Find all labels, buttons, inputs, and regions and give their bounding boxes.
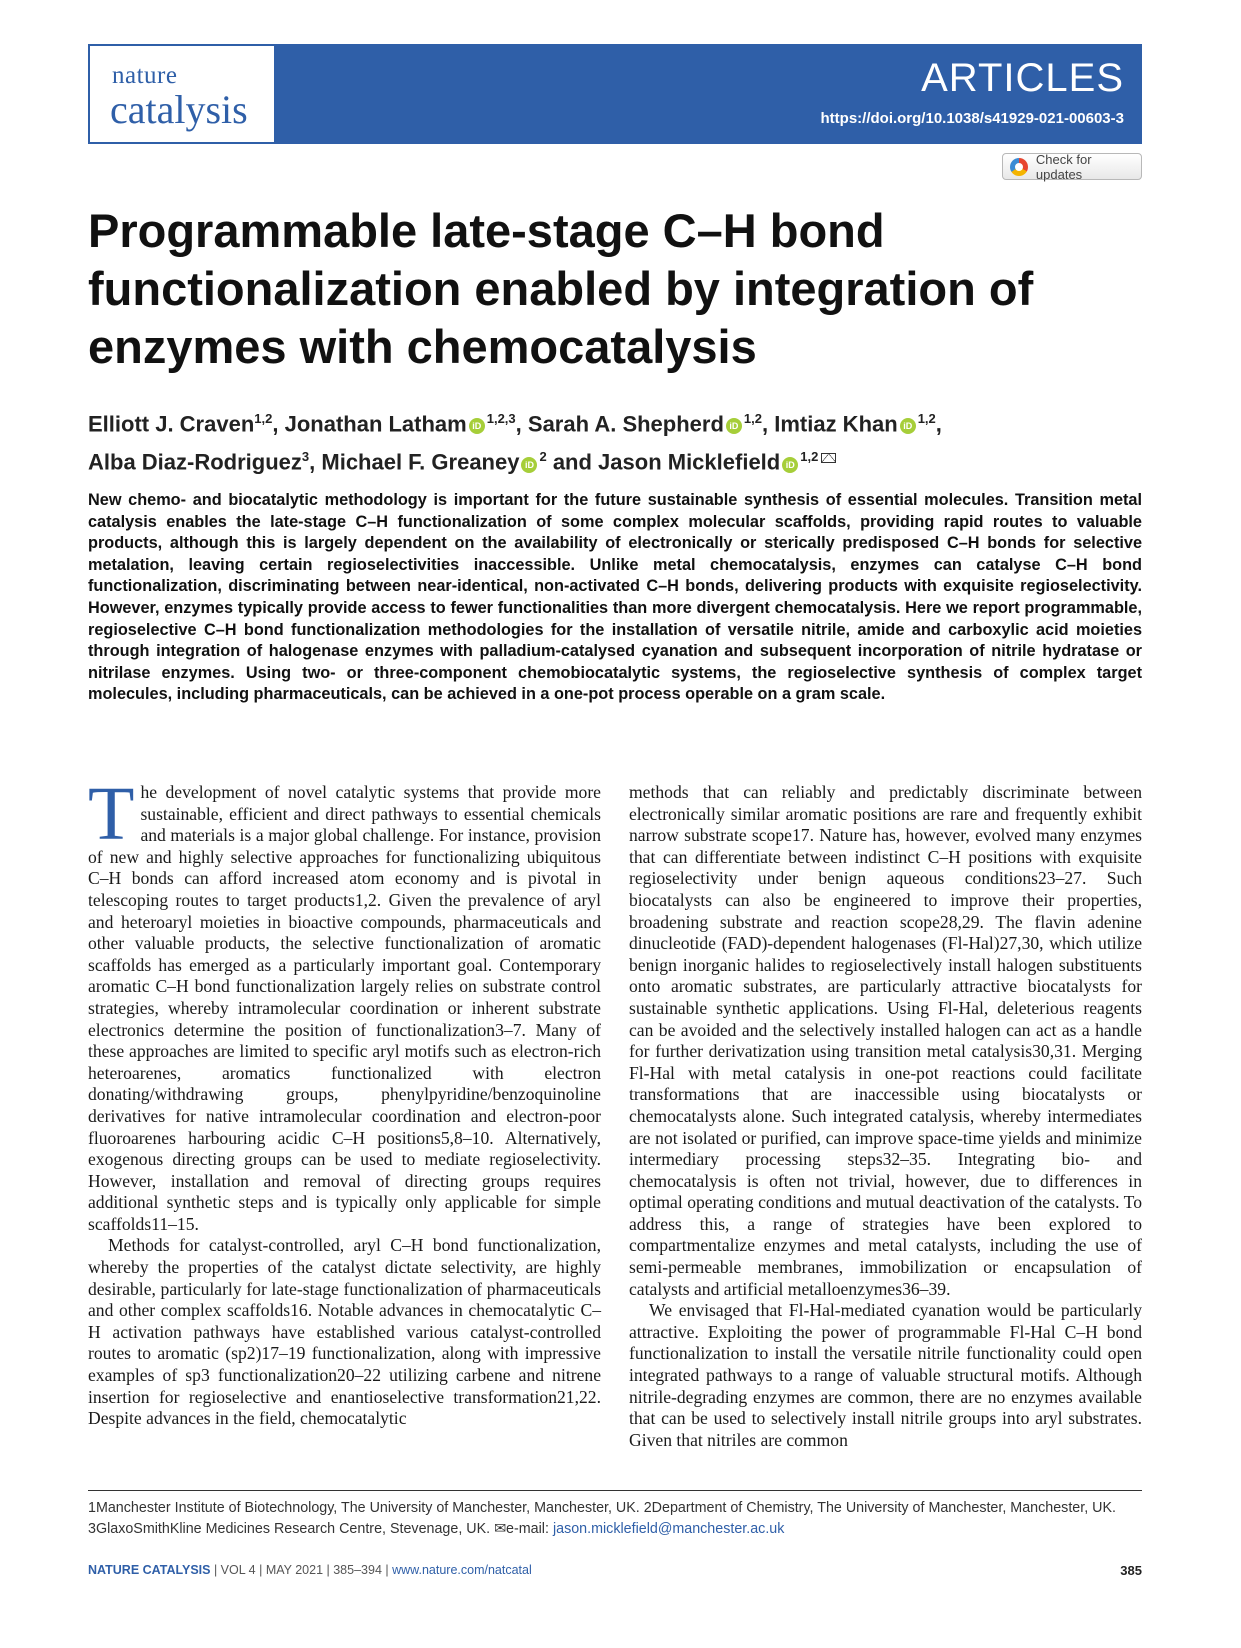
body-column-right (629, 782, 1142, 1450)
body-text: he development of novel catalytic systems that provide more sustainable, efficient and direct pathways to essential chemicals and materials is a major global challenge. For instance, provision of new and highly selective approaches for functionalizing ubiquitous C–H bonds can afford increased atom economy and is pivotal in telescoping routes to target products1,2. Given the prevalence of aryl and heteroaryl moieties in bioactive compounds, pharmaceuticals and other valuable products, the selective functionalization of aromatic scaffolds has emerged as a particularly important goal. Contemporary aromatic C–H bond functionalization largely relies on substrate control strategies, whereby intramolecular coordination or inherent substrate electronics determine the position of functionalization3–7. Many of these approaches are limited to specific aryl motifs such as electron-rich heteroarenes, aromatics functionalized with electron donating/withdrawing groups, phenylpyridine/benzoquinoline derivatives for native intramolecular coordination and electron-poor fluoroarenes harbouring acidic C–H positions5,8–10. Alternatively, exogenous directing groups can be used to mediate regioselectivity. However, installation and removal of directing groups requires additional synthetic steps and is typically only applicable for simple scaffolds11–15. (88, 782, 601, 1234)
email-icon[interactable] (821, 453, 836, 463)
body-paragraph (88, 772, 601, 1235)
footer-divider (88, 1490, 1142, 1491)
author-name: Sarah A. Shepherd (527, 411, 724, 437)
author-affiliation-marker: 1,2 (917, 411, 936, 426)
orcid-icon[interactable]: iD (900, 418, 916, 434)
orcid-icon[interactable]: iD (782, 457, 798, 473)
page-number: 385 (1120, 1563, 1142, 1578)
crossmark-icon (1010, 158, 1028, 176)
article-title: Programmable late-stage C–H bond functionalization enabled by integration of enzymes with chemocatalysis (88, 204, 1034, 373)
journal-banner (88, 44, 1142, 144)
drop-cap: T (88, 772, 135, 856)
email-link[interactable]: jason.micklefield@manchester.ac.uk (552, 1521, 785, 1537)
author-affiliation-marker: 3 (301, 449, 310, 465)
issue-info: | VOL 4 | MAY 2021 | 385–394 | (210, 1563, 393, 1577)
body-paragraph: methods that can reliably and predictably discriminate between electronically similar aromatic positions are rare and frequently exhibit narrow substrate scope17. Nature has, however, evolved many enzymes that can differentiate between indistinct C–H positions with exquisite regioselectivity under benign aqueous conditions23–27. Such biocatalysts can also be engineered to improve their properties, broadening substrate and reaction scope28,29. The flavin adenine dinucleotide (FAD)-dependent halogenases (Fl-Hal)27,30, which utilize benign inorganic halides to regioselectively install halogen substituents onto aromatic substrates, are particularly attractive biocatalysts for sustainable synthetic applications. Using Fl-Hal, deleterious reagents can be avoided and the selectively installed halogen can act as a handle for further derivatization using transition metal catalysis30,31. Merging Fl-Hal with metal catalysis in one-pot reactions could facilitate transformations that are inaccessible using biocatalysts or chemocatalysts alone. Such integrated catalysis, whereby intermediates are not isolated or purified, can improve space-time yields and minimize intermediary processing steps32–35. Integrating bio- and chemocatalysis is often not trivial, however, due to differences in optimal operating conditions and mutual deactivation of the catalysts. To address this, a range of strategies have been explored to compartmentalize enzymes and metal catalysts, including the use of semi-permeable membranes, immobilization or encapsulation of catalysts and artificial metalloenzymes36–39. (629, 782, 1142, 1299)
abstract: New chemo- and biocatalytic methodology is important for the future sustainable synthesis of essential molecules. Transition metal catalysis enables the late-stage C–H functionalization of some complex molecular scaffolds, providing rapid routes to valuable products, although this is largely dependent on the availability of electronically or sterically predisposed C–H bonds for selective metalation, leaving certain regioselectivities inaccessible. Unlike metal chemocatalysis, enzymes can catalyse C–H bond functionalization, discriminating between near-identical, non-activated C–H bonds, delivering products with exquisite regioselectivity. However, enzymes typically provide access to fewer functionalities than more divergent chemocatalysis. Here we report programmable, regioselective C–H bond functionalization methodologies for the installation of versatile nitrile, amide and carboxylic acid moieties through integration of halogenase enzymes with palladium-catalysed cyanation and subsequent incorporation of nitrile hydratase or nitrilase enzymes. Using two- or three-component chemobiocatalytic systems, the regioselective synthesis of complex target molecules, including pharmaceuticals, can be achieved in a one-pot process operable on a gram scale. (88, 491, 1142, 704)
journal-footer (88, 1563, 532, 1577)
body-column-left (88, 772, 601, 1432)
journal-logo[interactable] (88, 44, 276, 144)
author-affiliation-marker: 1,2,3 (486, 411, 516, 426)
orcid-icon[interactable]: iD (726, 418, 742, 434)
author-affiliation-marker: 1,2 (743, 411, 762, 426)
check-updates-label: Check for updates (1035, 151, 1092, 182)
orcid-icon[interactable]: iD (469, 418, 485, 434)
author-affiliation-marker: 2 (539, 449, 547, 465)
author-name: Michael F. Greaney (321, 449, 520, 475)
author-affiliation-marker: 1,2 (800, 449, 819, 465)
journal-name: NATURE CATALYSIS (88, 1563, 211, 1577)
author-affiliation-marker: 1,2 (254, 411, 273, 426)
body-paragraph: Methods for catalyst-controlled, aryl C–H bond functionalization, whereby the properties of the catalyst dictate selectivity, are highly desirable, particularly for late-stage functionalization of pharmaceuticals and other complex scaffolds16. Notable advances in chemocatalytic C–H activation pathways have established various catalyst-controlled routes to aromatic (sp2)17–19 functionalization, along with impressive examples of sp3 functionalization20–22 utilizing carbene and nitrene insertion for regioselective and enantioselective transformation21,22. Despite advances in the field, chemocatalytic (88, 1235, 601, 1429)
author-name: Jonathan Latham (284, 411, 467, 437)
author-name: Imtiaz Khan (774, 411, 898, 437)
journal-url-link[interactable]: www.nature.com/natcatal (392, 1563, 532, 1577)
affiliations (88, 1498, 1142, 1540)
section-label: ARTICLES (921, 56, 1124, 100)
author-name: Alba Diaz-Rodriguez (88, 449, 302, 475)
logo-catalysis-text: catalysis (110, 87, 248, 132)
author-name: Jason Micklefield (598, 449, 781, 475)
affiliations-text: 1Manchester Institute of Biotechnology, The University of Manchester, Manchester, UK. 2Department of Chemistry, The University of Manchester, Manchester, UK. 3GlaxoSmithKline Medicines Research Centre, Stevenage, UK. ✉e-mail: (88, 1500, 1116, 1537)
orcid-icon[interactable]: iD (521, 457, 537, 473)
body-paragraph: We envisaged that Fl-Hal-mediated cyanation would be particularly attractive. Exploiting the power of programmable Fl-Hal C–H bond functionalization to install the versatile nitrile functionality could open integrated pathways to a range of valuable structural motifs. Although nitrile-degrading enzymes are common, there are no enzymes available that can be used to selectively install nitrile groups into aryl substrates. Given that nitriles are common (629, 1300, 1142, 1450)
check-updates-button[interactable] (1002, 153, 1142, 180)
doi-link[interactable]: https://doi.org/10.1038/s41929-021-00603-3 (820, 110, 1124, 127)
author-list: Elliott J. Craven$^{1,2}$, Jonathan Latham iD$^{1,2,3}$, Sarah A. Shepherd iD$^{1,2}$, Imtiaz Khan iD$^{1,2}$, Alba Diaz-Rodriguez$^3$, Michael F. Greaney $iD^2$ and Jason Micklefield iD$^{1,2}$ (88, 411, 942, 475)
logo-nature-text: nature (112, 62, 178, 89)
author-name: Elliott J. Craven (88, 411, 255, 437)
